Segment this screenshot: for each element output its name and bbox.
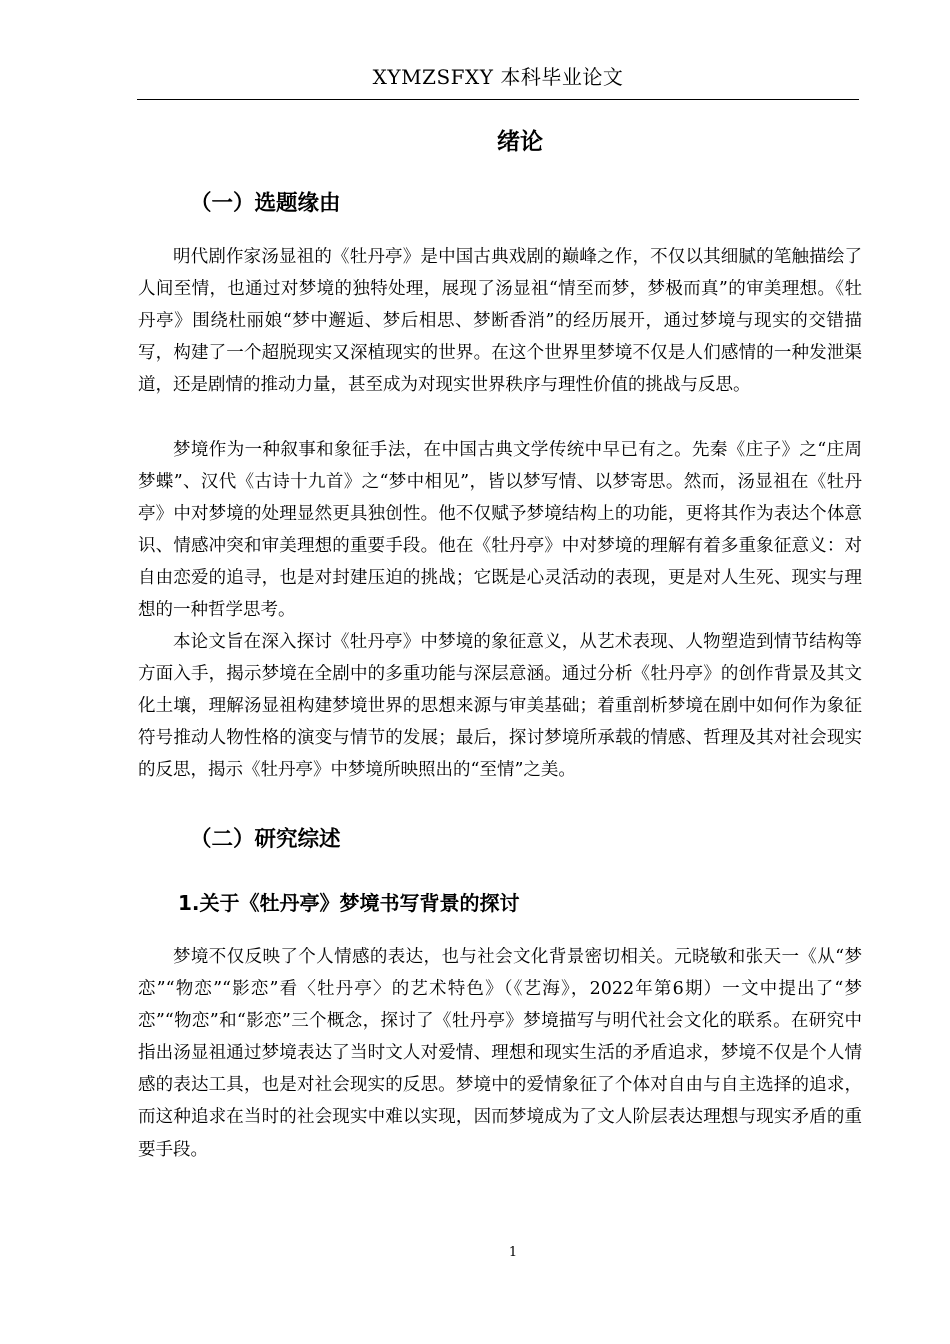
page-number: 1 [508,1245,518,1260]
paragraph-4: 梦境不仅反映了个人情感的表达，也与社会文化背景密切相关。元晓敏和张天一《从“梦恋”“物恋”“影恋”看〈牡丹亭〉的艺术特色》（《艺海》，2022年第6期）一文中提出了“梦恋”“物恋”和“影恋”三个概念，探讨了《牡丹亭》梦境描写与明代社会文化的联系。在研究中指出汤显祖通过梦境表达了当时文人对爱情、理想和现实生活的矛盾追求，梦境不仅是个人情感的表达工具，也是对社会现实的反思。梦境中的爱情象征了个体对自由与自主选择的追求，而这种追求在当时的社会现实中难以实现，因而梦境成为了文人阶层表达理想与现实矛盾的重要手段。 [138,947,862,1160]
paragraph-3: 本论文旨在深入探讨《牡丹亭》中梦境的象征意义，从艺术表现、人物塑造到情节结构等方面入手，揭示梦境在全剧中的多重功能与深层意涵。通过分析《牡丹亭》的创作背景及其文化土壤，理解汤显祖构建梦境世界的思想来源与审美基础；着重剖析梦境在剧中如何作为象征符号推动人物性格的演变与情节的发展；最后，探讨梦境所承载的情感、哲理及其对社会现实的反思，揭示《牡丹亭》中梦境所映照出的“至情”之美。 [138,632,862,781]
header-rule [137,99,859,100]
page-title: 绪论 [497,129,543,155]
running-header: XYMZSFXY 本科毕业论文 [372,65,624,89]
paragraph-2: 梦境作为一种叙事和象征手法，在中国古典文学传统中早已有之。先秦《庄子》之“庄周梦蝶”、汉代《古诗十九首》之“梦中相见”，皆以梦写情、以梦寄思。然而，汤显祖在《牡丹亭》中对梦境的处理显然更具独创性。他不仅赋予梦境结构上的功能，更将其作为表达个体意识、情感冲突和审美理想的重要手段。他在《牡丹亭》中对梦境的理解有着多重象征意义：对自由恋爱的追寻，也是对封建压迫的挑战；它既是心灵活动的表现，更是对人生死、现实与理想的一种哲学思考。 [138,440,862,621]
paragraph-1: 明代剧作家汤显祖的《牡丹亭》是中国古典戏剧的巅峰之作，不仅以其细腻的笔触描绘了人间至情，也通过对梦境的独特处理，展现了汤显祖“情至而梦，梦极而真”的审美理想。《牡丹亭》围绕杜丽娘“梦中邂逅、梦后相思、梦断香消”的经历展开，通过梦境与现实的交错描写，构建了一个超脱现实又深植现实的世界。在这个世界里梦境不仅是人们感情的一种发泄渠道，还是剧情的推动力量，甚至成为对现实世界秩序与理性价值的挑战与反思。 [138,247,862,396]
section-heading-1: （一）选题缘由 [190,191,341,216]
section-heading-2: （二）研究综述 [190,827,341,852]
subsection-heading-1: 1.关于《牡丹亭》梦境书写背景的探讨 [178,891,520,915]
